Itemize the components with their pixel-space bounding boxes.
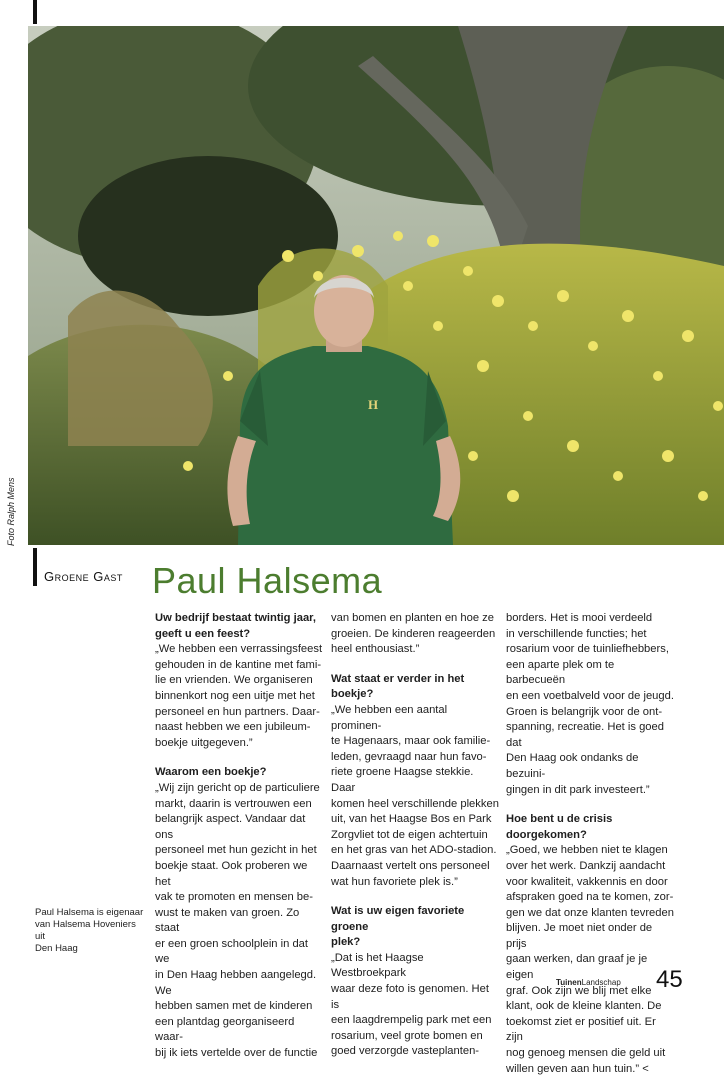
block-gap [506,798,674,812]
brand-part-1: Tuinen [556,978,582,987]
interview-answer: van bomen en planten en hoe ze groeien. De kinderen reageerden heel enthousiast.” [331,612,496,656]
photo-credit: Foto Ralph Mens [6,477,16,546]
interview-question: Waarom een boekje? [155,766,267,779]
interview-answer: „Dat is het Haagse Westbroekpark waar deze foto is genomen. Het is een laagdrempelig park met een rosarium, veel grote bomen en goed verzorgde vasteplanten- [331,951,492,1058]
interview-question: Wat staat er verder in het boekje? [331,672,465,701]
interview-answer: „Wij zijn gericht op de particuliere markt, daarin is vertrouwen een belangrijk aspect. Vandaar dat ons personeel met hun gezicht in het boekje staat. Ook proberen we het vak te promoten en mensen be- wust te maken van groen. Zo staat er een groen schoolplein in dat we in Den Haag hebben aangelegd. We hebben samen met de kinderen een plantdag georganiseerd waar- bij ik iets vertelde over de functie [155,781,320,1060]
shirt-logo: H [368,397,379,412]
text-column-3 [506,611,674,1077]
interview-answer: „We hebben een aantal prominen- te Hagenaars, maar ook familie- leden, gevraagd naar hun favo- riete groene Haagse stekkie. Daar komen heel verschillende plekken uit, van het Haagse Bos en Park Zorgvliet tot de eigen achtertuin en het gras van het ADO-stadion. Daarnaast vertelt ons personeel wat hun favoriete plek is.” [331,703,499,888]
interview-question: Hoe bent u de crisis doorgekomen? [506,813,613,841]
interview-question: Wat is uw eigen favoriete groene plek? [331,905,465,949]
interview-answer: borders. Het is mooi verdeeld in verschillende functies; het rosarium voor de tuinliefhebbers, een aparte plek om te barbecueën en een voetbalveld voor de jeugd. Groen is belangrijk voor de ont- spanning, recreatie. Het is goed dat Den Haag ook ondanks de bezuini- gingen in dit park investeert.” [506,612,674,796]
photo-caption: Paul Halsema is eigenaar van Halsema Hoveniers uit Den Haag [35,907,144,954]
block-gap [331,890,499,904]
brand-part-2: Landschap [581,978,621,987]
block-gap [331,658,499,672]
text-column-2 [331,611,499,1060]
article-title: Paul Halsema [152,560,383,601]
interview-answer: „Goed, we hebben niet te klagen over het werk. Dankzij aandacht voor kwaliteit, vakkennis en door afspraken goed na te komen, zor- gen we dat onze klanten tevreden blijven. Je moet niet onder de prijs gaan werken, dan graaf je je eigen graf. Ook zijn we blij met elke klant, ook de kleine klanten. De toekomst ziet er positief uit. Er zijn nog genoeg mensen die geld uit willen geven aan hun tuin.” < [506,844,674,1075]
block-gap [155,751,323,765]
interview-answer: „We hebben een verrassingsfeest gehouden in de kantine met fami- lie en vrienden. We organiseren binnenkort nog een uitje met het personeel en hun partners. Daar- naast hebben we een jubileum- boekje uitgegeven.” [155,643,323,749]
top-rule [33,0,37,24]
section-rule [33,548,37,586]
portrait-photo [28,26,724,545]
text-column-1 [155,611,323,1062]
interview-question: Uw bedrijf bestaat twintig jaar, geeft u een feest? [155,612,317,640]
page-number: 45 [656,966,683,993]
section-label: Groene Gast [44,569,123,584]
magazine-brand [556,978,621,987]
